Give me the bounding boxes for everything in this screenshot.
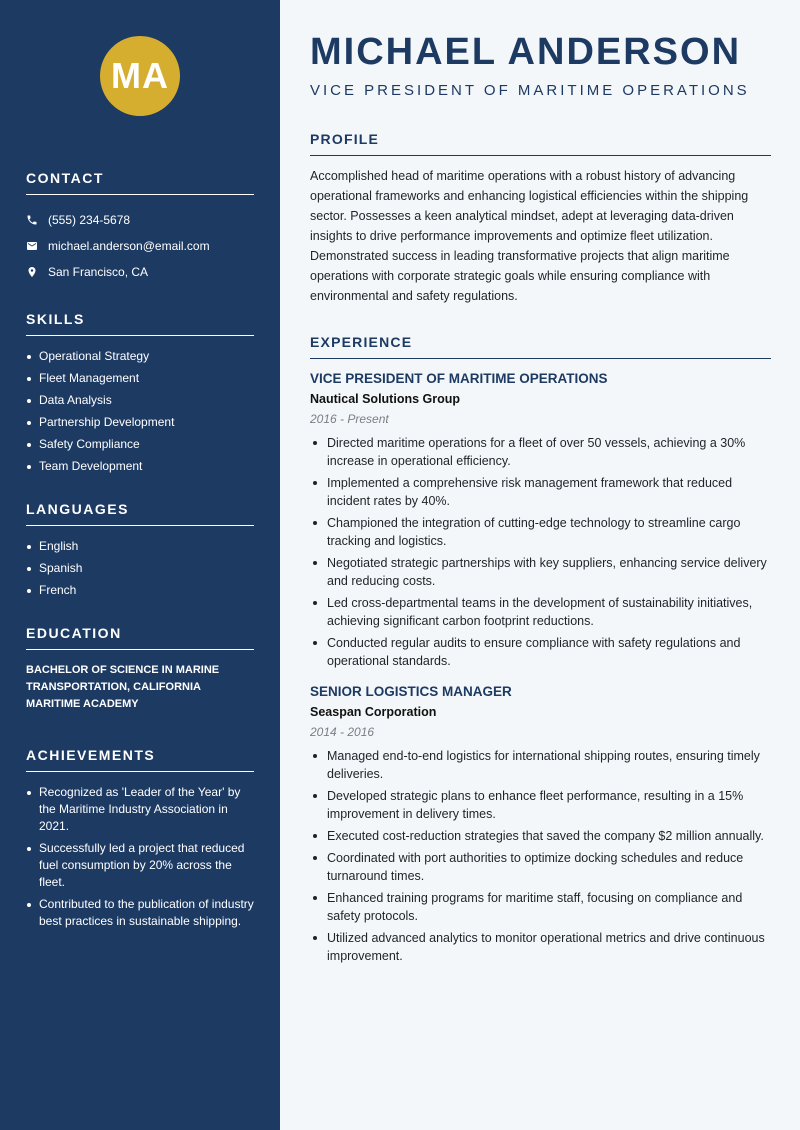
job-bullet: Managed end-to-end logistics for international shipping routes, ensuring timely deliveries. xyxy=(310,747,771,783)
job-dates: 2014 - 2016 xyxy=(310,725,375,739)
achievement-item: Recognized as 'Leader of the Year' by the Maritime Industry Association in 2021. xyxy=(26,784,254,835)
contact-location xyxy=(26,259,254,285)
languages-list xyxy=(26,538,254,599)
achievements-section xyxy=(26,747,254,930)
language-item: Spanish xyxy=(26,560,254,577)
skill-item: Operational Strategy xyxy=(26,348,254,365)
candidate-name: MICHAEL ANDERSON xyxy=(310,31,742,73)
job-title: VICE PRESIDENT OF MARITIME OPERATIONS xyxy=(310,371,608,386)
job-bullet: Utilized advanced analytics to monitor operational metrics and drive continuous improvement. xyxy=(310,929,771,965)
job-bullet: Negotiated strategic partnerships with key suppliers, enhancing service delivery and reducing costs. xyxy=(310,554,771,590)
sidebar xyxy=(0,0,280,1130)
contact-phone xyxy=(26,207,254,233)
language-item: English xyxy=(26,538,254,555)
achievement-item: Successfully led a project that reduced fuel consumption by 20% across the fleet. xyxy=(26,840,254,891)
achievements-heading: ACHIEVEMENTS xyxy=(26,747,254,772)
email-text: michael.anderson@email.com xyxy=(48,239,210,253)
phone-text: (555) 234-5678 xyxy=(48,213,131,227)
experience-heading: EXPERIENCE xyxy=(310,334,771,359)
job-bullet: Executed cost-reduction strategies that saved the company $2 million annually. xyxy=(310,827,771,845)
job-bullet: Enhanced training programs for maritime staff, focusing on compliance and safety protocols. xyxy=(310,889,771,925)
contact-email xyxy=(26,233,254,259)
job-company: Nautical Solutions Group xyxy=(310,392,461,406)
profile-section xyxy=(310,131,771,306)
skill-item: Partnership Development xyxy=(26,414,254,431)
profile-heading: PROFILE xyxy=(310,131,771,156)
location-pin-icon xyxy=(26,266,48,278)
job-bullet: Developed strategic plans to enhance fleet performance, resulting in a 15% improvement in delivery times. xyxy=(310,787,771,823)
job-bullet: Conducted regular audits to ensure compliance with safety regulations and operational standards. xyxy=(310,634,771,670)
phone-icon xyxy=(26,214,48,226)
avatar xyxy=(100,36,180,116)
skill-item: Team Development xyxy=(26,458,254,475)
skills-list xyxy=(26,348,254,475)
main-content xyxy=(280,0,800,1130)
job-bullet: Implemented a comprehensive risk management framework that reduced incident rates by 40%. xyxy=(310,474,771,510)
job-dates: 2016 - Present xyxy=(310,412,389,426)
contact-heading: CONTACT xyxy=(26,170,254,195)
skills-section xyxy=(26,311,254,475)
skill-item: Safety Compliance xyxy=(26,436,254,453)
education-degree: BACHELOR OF SCIENCE IN MARINE TRANSPORTATION, CALIFORNIA MARITIME ACADEMY xyxy=(26,664,220,710)
skills-heading: SKILLS xyxy=(26,311,254,336)
job-bullet: Led cross-departmental teams in the development of sustainability initiatives, achieving significant carbon footprint reductions. xyxy=(310,594,771,630)
achievements-list xyxy=(26,784,254,930)
job-title: SENIOR LOGISTICS MANAGER xyxy=(310,684,512,699)
job-entry xyxy=(310,684,771,965)
experience-section xyxy=(310,334,771,965)
skill-item: Data Analysis xyxy=(26,392,254,409)
education-heading: EDUCATION xyxy=(26,625,254,650)
languages-section xyxy=(26,501,254,599)
language-item: French xyxy=(26,582,254,599)
location-text: San Francisco, CA xyxy=(48,265,149,279)
languages-heading: LANGUAGES xyxy=(26,501,254,526)
job-bullets xyxy=(310,747,771,965)
job-entry xyxy=(310,371,771,670)
mail-icon xyxy=(26,240,48,252)
job-bullets xyxy=(310,434,771,670)
avatar-initials: MA xyxy=(111,55,169,96)
job-company: Seaspan Corporation xyxy=(310,705,437,719)
skill-item: Fleet Management xyxy=(26,370,254,387)
contact-section xyxy=(26,170,254,285)
achievement-item: Contributed to the publication of industry best practices in sustainable shipping. xyxy=(26,896,254,930)
job-bullet: Directed maritime operations for a fleet of over 50 vessels, achieving a 30% increase in operational efficiency. xyxy=(310,434,771,470)
job-bullet: Coordinated with port authorities to optimize docking schedules and reduce turnaround times. xyxy=(310,849,771,885)
job-bullet: Championed the integration of cutting-edge technology to streamline cargo tracking and logistics. xyxy=(310,514,771,550)
profile-text: Accomplished head of maritime operations with a robust history of advancing operational frameworks and enhancing logistical efficiencies within the shipping sector. Possesses a keen analytical mindset, adept at leveraging data-driven insights to drive performance improvements and optimize fleet utilization. Demonstrated success in leading transformative projects that align maritime operations with corporate strategic goals while ensuring compliance with environmental and safety regulations. xyxy=(310,169,749,303)
candidate-title: VICE PRESIDENT OF MARITIME OPERATIONS xyxy=(310,82,750,99)
education-section xyxy=(26,625,254,713)
